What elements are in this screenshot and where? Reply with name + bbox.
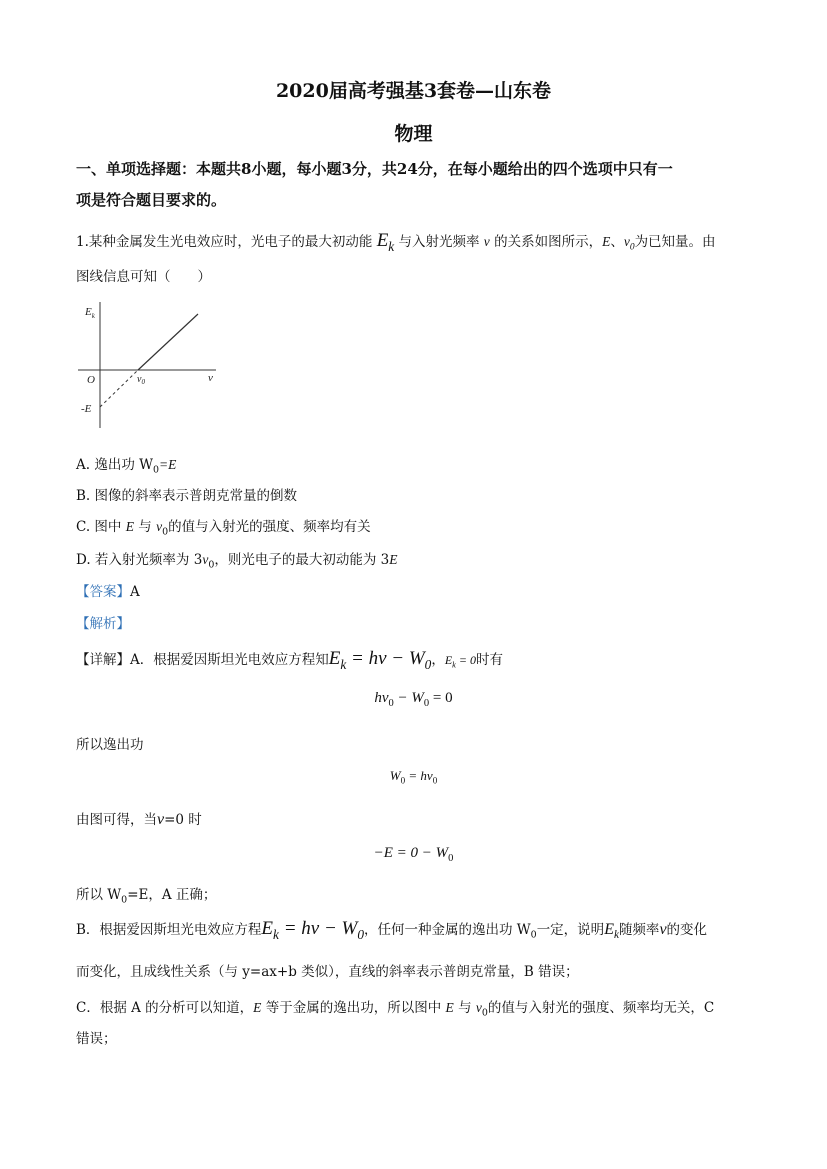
answer-tag: 【答案】: [76, 584, 130, 600]
answer-value: A: [130, 584, 140, 600]
detail-paragraph-2: 所以逸出功: [76, 737, 144, 753]
equation-inline-1: $E_k = h\nu - W_0$: [328, 648, 432, 672]
detail-paragraph-c-line1: C．根据 A 的分析可以知道，E 等于金属的逸出功，所以图中 E 与 $v_0$的值与入射光的强度、频率均无关，C: [76, 1000, 715, 1019]
detail-paragraph-c-line2: 错误；: [76, 1031, 117, 1047]
equation-1: $h\nu_0 - W_0 = 0$: [374, 690, 453, 709]
symbol-Ek: $E_k$: [376, 230, 395, 254]
equation-2: $W_0 = h\nu_0$: [389, 768, 438, 786]
detail-paragraph-3: 由图可得，当ν=0 时: [76, 811, 202, 828]
x-axis-label: v: [208, 372, 213, 384]
section-heading-line2: 项是符合题目要求的。: [76, 191, 227, 209]
symbol-v0: $v_0$: [623, 234, 635, 253]
ek-frequency-graph: [76, 296, 226, 436]
equation-3: $-E = 0 - W_0$: [373, 845, 454, 864]
symbol-E: E: [602, 234, 611, 249]
section-heading-line1: 一、单项选择题：本题共8小题，每小题3分，共24分，在每小题给出的四个选项中只有一: [76, 160, 673, 178]
option-c: C. 图中 E 与 $v_0$的值与入射光的强度、频率均有关: [76, 519, 371, 538]
graph-extension-dashed: [100, 370, 138, 407]
origin-label: O: [87, 374, 95, 386]
question-stem-line1: 1.某种金属发生光电效应时，光电子的最大初动能 $E_k$ 与入射光频率 v 的关系如图所示，E、$v_0$为已知量。由: [76, 230, 716, 254]
graph-line: [138, 314, 198, 370]
stem-text: 的关系如图所示，: [494, 234, 603, 250]
symbol-v: v: [483, 234, 490, 249]
subject-title: 物理: [394, 123, 433, 145]
v0-label: $v_0$: [137, 374, 145, 386]
analysis-tag: 【解析】: [76, 616, 130, 632]
stem-text: 与入射光频率: [398, 234, 480, 250]
stem-text: 1.某种金属发生光电效应时，光电子的最大初动能: [76, 234, 373, 250]
question-stem-line2: 图线信息可知（ ）: [76, 269, 211, 285]
option-d: D. 若入射光频率为 $3v_0$，则光电子的最大初动能为 3E: [76, 552, 398, 571]
stem-text: 为已知量。由: [634, 234, 716, 250]
detail-paragraph-4: 所以 $W_0=E$，A 正确；: [76, 887, 217, 906]
y-axis-label: $E_k$: [85, 306, 95, 320]
detail-paragraph-1: 【详解】A．根据爱因斯坦光电效应方程知$E_k = h\nu - W_0$，$E_k = 0$时有: [76, 648, 503, 672]
condition-inline: $E_k = 0$: [444, 653, 476, 670]
page-title: 2020届高考强基3套卷—山东卷: [275, 80, 552, 102]
answer-line: [76, 580, 140, 600]
option-b: B. 图像的斜率表示普朗克常量的倒数: [76, 488, 298, 504]
neg-E-label: -E: [81, 403, 92, 415]
detail-paragraph-b-line2: 而变化，且成线性关系（与 y=ax+b 类似），直线的斜率表示普朗克常量，B 错误；: [76, 964, 579, 980]
option-a: A. 逸出功 $W_0=E$: [76, 457, 177, 476]
detail-paragraph-b-line1: B．根据爱因斯坦光电效应方程$E_k = h\nu - W_0$，任何一种金属的逸出功 $W_0$一定，说明$E_k$随频率ν的变化: [76, 918, 708, 942]
